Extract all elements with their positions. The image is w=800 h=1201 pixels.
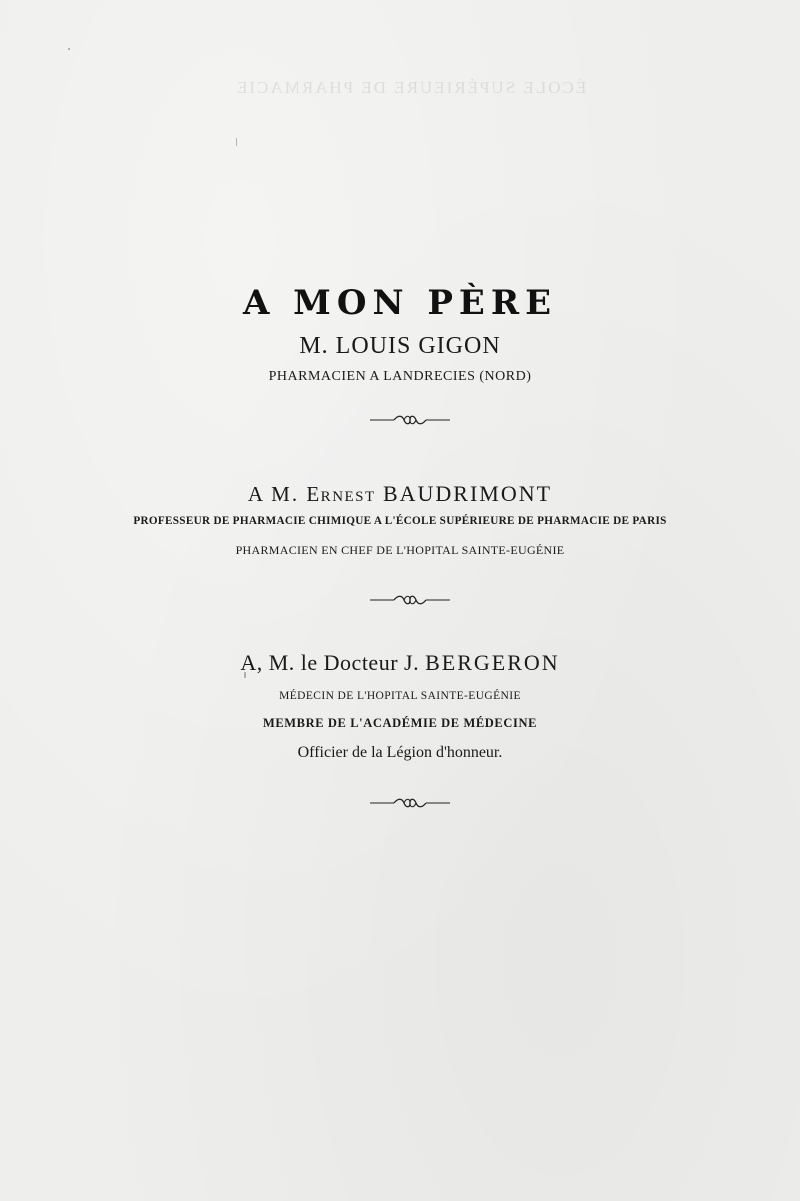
baudrimont-dedication [0,481,800,507]
dedication-title: A MON PÈRE [242,283,558,323]
baudrimont-last-name: BAUDRIMONT [382,481,553,506]
bergeron-membership-line: MEMBRE DE L'ACADÉMIE DE MÉDECINE [262,716,538,730]
page-speck [236,138,237,146]
fleuron-rule-ornament-icon [370,413,450,427]
bergeron-honour-line: Officier de la Légion d'honneur. [297,744,503,761]
father-name: M. LOUIS GIGON [299,333,501,359]
father-occupation: PHARMACIEN A LANDRECIES (NORD) [268,369,532,384]
fleuron-rule-ornament-icon [370,593,450,607]
fleuron-rule-ornament-icon [370,796,450,810]
baudrimont-prefix: A M. [247,482,300,506]
baudrimont-position-line: PHARMACIEN EN CHEF DE L'HOPITAL SAINTE-EUGÉNIE [235,543,565,557]
page-speck [68,48,70,50]
baudrimont-title-line: PROFESSEUR DE PHARMACIE CHIMIQUE A L'ÉCOLE SUPÉRIEURE DE PHARMACIE DE PARIS [133,515,667,527]
baudrimont-first-name: Ernest [306,482,376,506]
bergeron-position-line: MÉDECIN DE L'HOPITAL SAINTE-EUGÉNIE [279,690,521,702]
show-through-heading: ÉCOLE SUPÉRIEURE DE PHARMACIE [235,78,587,97]
bergeron-last-name: BERGERON [425,650,560,675]
bergeron-prefix: A, M. le Docteur J. [240,650,420,675]
bergeron-dedication [0,650,800,676]
